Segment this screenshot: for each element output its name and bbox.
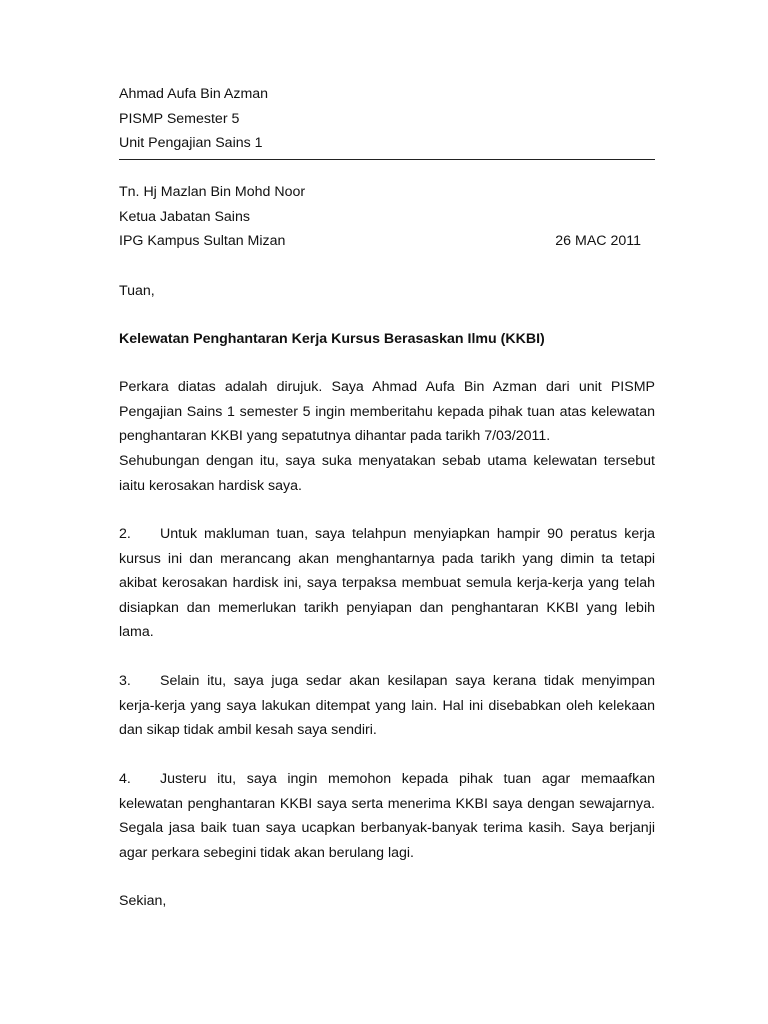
header-divider [119,159,655,160]
paragraph-line: disiapkan dan memerlukan tarikh penyiapan dan penghantaran KKBI yang lebih [119,599,655,616]
paragraph-line: penghantaran KKBI yang sepatutnya dihantar pada tarikh 7/03/2011. [119,428,551,445]
recipient-title: Ketua Jabatan Sains [119,208,250,225]
letter-date: 26 MAC 2011 [555,233,641,250]
paragraph-line: Segala jasa baik tuan saya ucapkan berbanyak-banyak terima kasih. Saya berjanji [119,820,655,837]
paragraph-4 [119,767,655,865]
paragraph-line: akibat kerosakan hardisk ini, saya terpaksa membuat semula kerja-kerja yang telah [119,575,655,592]
paragraph-1b [119,449,655,498]
sender-unit: Unit Pengajian Sains 1 [119,135,263,152]
paragraph-line: kursus ini dan merancang akan menghantarnya pada tarikh yang dimin ta tetapi [119,550,655,567]
paragraph-number: 3. [119,673,131,689]
paragraph-3 [119,669,655,743]
paragraph-line: kerja-kerja yang saya lakukan ditempat yang lain. Hal ini disebabkan oleh kelekaan [119,697,655,714]
paragraph-line: Justeru itu, saya ingin memohon kepada pihak tuan agar memaafkan [160,771,655,787]
paragraph-number: 2. [119,526,131,542]
paragraph-line: iaitu kerosakan hardisk saya. [119,477,302,494]
sender-program: PISMP Semester 5 [119,110,240,127]
sender-block [119,82,655,156]
subject-heading: Kelewatan Penghantaran Kerja Kursus Berasaskan Ilmu (KKBI) [119,331,545,347]
paragraph-line: lama. [119,624,154,641]
paragraph-number: 4. [119,771,131,787]
recipient-name: Tn. Hj Mazlan Bin Mohd Noor [119,184,306,200]
paragraph-line: kelewatan penghantaran KKBI saya serta menerima KKBI saya dengan sewajarnya. [119,795,655,812]
recipient-institution: IPG Kampus Sultan Mizan [119,233,286,250]
paragraph-1 [119,375,655,449]
paragraph-line: Untuk makluman tuan, saya telahpun menyiapkan hampir 90 peratus kerja [160,526,655,542]
paragraph-line: dan sikap tidak ambil kesah saya sendiri. [119,722,377,739]
paragraph-line: Pengajian Sains 1 semester 5 ingin memberitahu kepada pihak tuan atas kelewatan [119,403,655,420]
sender-name: Ahmad Aufa Bin Azman [119,86,269,102]
salutation: Tuan, [119,283,155,299]
recipient-block [119,180,655,254]
closing: Sekian, [119,893,167,909]
paragraph-first-line [119,669,655,694]
paragraph-2 [119,522,655,645]
paragraph-first-line [119,522,655,547]
paragraph-line: agar perkara sebegini tidak akan berulang lagi. [119,844,414,861]
institution-date-row [119,229,655,254]
paragraph-line: Sehubungan dengan itu, saya suka menyatakan sebab utama kelewatan tersebut [119,453,655,469]
paragraph-first-line [119,767,655,792]
paragraph-line: Selain itu, saya juga sedar akan kesilapan saya kerana tidak menyimpan [160,673,655,689]
paragraph-line: Perkara diatas adalah dirujuk. Saya Ahmad Aufa Bin Azman dari unit PISMP [119,379,655,395]
